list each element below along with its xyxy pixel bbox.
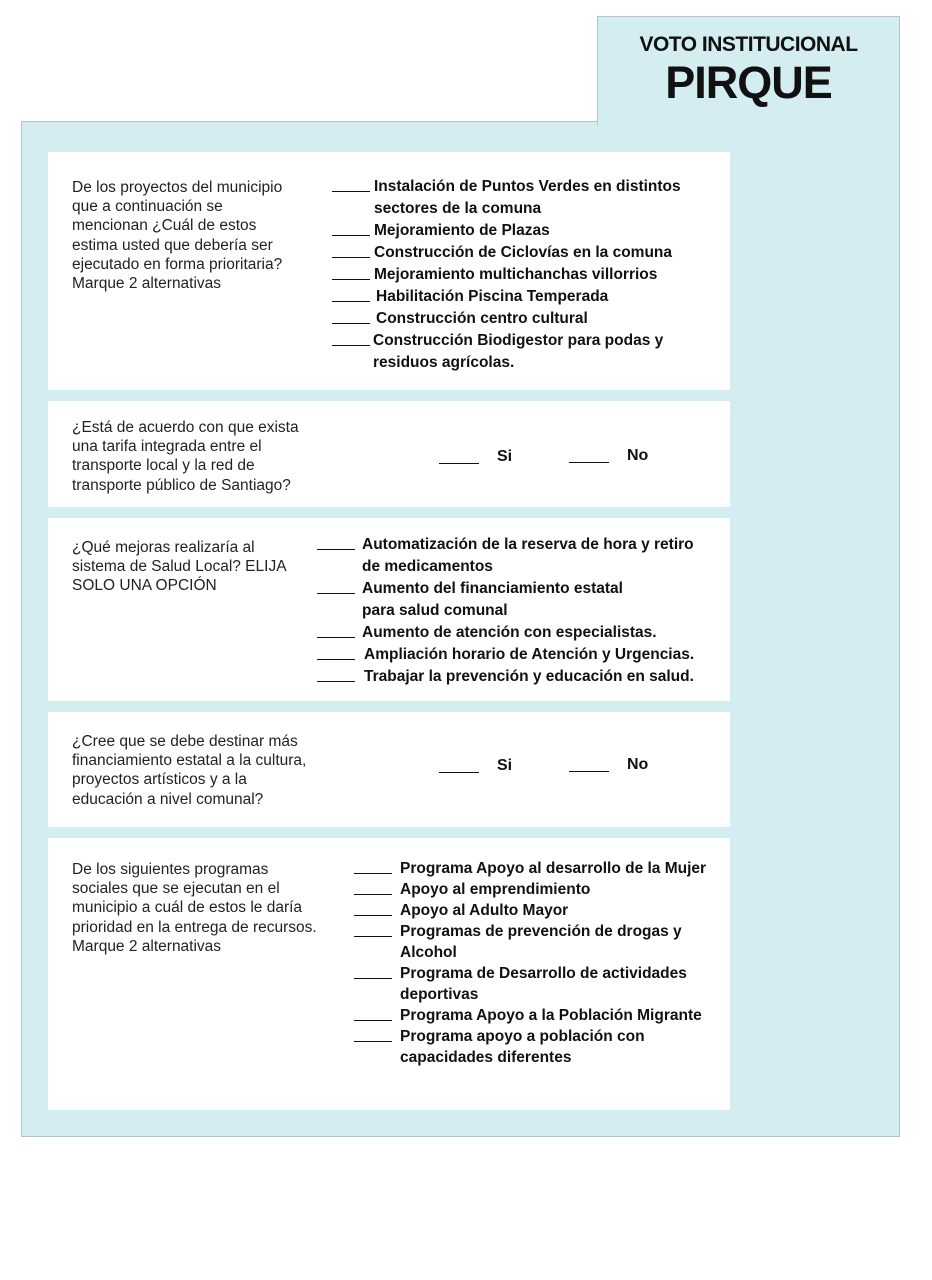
option-item[interactable] <box>332 176 722 220</box>
option-label: Habilitación Piscina Temperada <box>376 288 609 305</box>
option-item[interactable] <box>332 286 722 308</box>
option-item[interactable] <box>332 220 722 242</box>
option-label: Programa de Desarrollo de actividades deportivas <box>400 965 687 1003</box>
option-label: Apoyo al emprendimiento <box>400 881 591 898</box>
answer-blank[interactable] <box>332 191 370 192</box>
question-3-text: ¿Qué mejoras realizaría al sistema de Salud Local? ELIJA SOLO UNA OPCIÓN <box>72 539 287 595</box>
answer-blank[interactable] <box>332 301 370 302</box>
option-label: Ampliación horario de Atención y Urgencias. <box>364 646 695 663</box>
yes-option[interactable] <box>439 444 519 470</box>
option-item[interactable] <box>354 963 724 1005</box>
option-label: Mejoramiento de Plazas <box>374 222 550 239</box>
question-4-text: ¿Cree que se debe destinar más financiamiento estatal a la cultura, proyectos artísticos y a la educación a nivel comunal? <box>72 733 307 808</box>
option-item[interactable] <box>332 242 722 264</box>
option-item[interactable] <box>332 330 722 374</box>
question-card-3 <box>48 518 730 701</box>
option-label: Construcción de Ciclovías en la comuna <box>374 244 673 261</box>
option-label: Programa apoyo a población con capacidades diferentes <box>400 1028 645 1066</box>
question-1-text: De los proyectos del municipio que a continuación se mencionan ¿Cuál de estos estima usted que debería ser ejecutado en forma prioritaria? Marque 2 alternativas <box>72 179 283 293</box>
option-label: Aumento de atención con especialistas. <box>362 624 657 641</box>
answer-blank[interactable] <box>332 235 370 236</box>
option-item[interactable] <box>317 666 727 688</box>
question-2-text: ¿Está de acuerdo con que exista una tarifa integrada entre el transporte local y la red de transporte público de Santiago? <box>72 419 299 494</box>
option-item[interactable] <box>317 644 727 666</box>
answer-blank[interactable] <box>354 873 392 874</box>
no-label: No <box>627 756 649 773</box>
answer-blank[interactable] <box>332 323 370 324</box>
option-item[interactable] <box>354 879 724 900</box>
question-card-5 <box>48 838 730 1110</box>
answer-blank[interactable] <box>354 894 392 895</box>
option-label: Aumento del financiamiento estatal para salud comunal <box>362 580 623 619</box>
option-item[interactable] <box>354 1005 724 1026</box>
option-item[interactable] <box>317 622 727 644</box>
answer-blank[interactable] <box>354 1041 392 1042</box>
option-item[interactable] <box>332 308 722 330</box>
no-option[interactable] <box>569 752 649 778</box>
ballot-subtitle: VOTO INSTITUCIONAL <box>639 33 858 56</box>
answer-blank[interactable] <box>439 463 479 464</box>
question-3-options <box>317 534 727 688</box>
option-label: Mejoramiento multichanchas villorrios <box>374 266 658 283</box>
answer-blank[interactable] <box>317 549 355 550</box>
option-label: Automatización de la reserva de hora y retiro de medicamentos <box>362 536 694 575</box>
option-label: Programa Apoyo al desarrollo de la Mujer <box>400 860 707 877</box>
option-item[interactable] <box>354 1026 724 1068</box>
answer-blank[interactable] <box>569 462 609 463</box>
answer-blank[interactable] <box>317 681 355 682</box>
answer-blank[interactable] <box>332 257 370 258</box>
answer-blank[interactable] <box>317 637 355 638</box>
option-item[interactable] <box>317 534 727 578</box>
yes-label: Si <box>497 448 513 465</box>
answer-blank[interactable] <box>569 771 609 772</box>
no-label: No <box>627 447 649 464</box>
option-label: Construcción centro cultural <box>376 310 588 327</box>
option-label: Apoyo al Adulto Mayor <box>400 902 569 919</box>
answer-blank[interactable] <box>354 915 392 916</box>
option-label: Programas de prevención de drogas y Alcohol <box>400 923 682 961</box>
option-item[interactable] <box>354 858 724 879</box>
yes-label: Si <box>497 757 513 774</box>
answer-blank[interactable] <box>332 345 370 346</box>
answer-blank[interactable] <box>354 936 392 937</box>
answer-blank[interactable] <box>332 279 370 280</box>
option-label: Construcción Biodigestor para podas y residuos agrícolas. <box>373 332 664 371</box>
option-label: Trabajar la prevención y educación en salud. <box>364 668 694 685</box>
ballot-title: PIRQUE <box>665 57 832 108</box>
no-option[interactable] <box>569 443 649 469</box>
answer-blank[interactable] <box>354 1020 392 1021</box>
answer-blank[interactable] <box>317 659 355 660</box>
option-label: Instalación de Puntos Verdes en distintos sectores de la comuna <box>374 178 681 217</box>
question-5-text: De los siguientes programas sociales que se ejecutan en el municipio a cuál de estos le daría prioridad en la entrega de recursos. Marque 2 alternativas <box>72 861 317 955</box>
option-label: Programa Apoyo a la Población Migrante <box>400 1007 702 1024</box>
answer-blank[interactable] <box>354 978 392 979</box>
question-5-options <box>354 858 724 1068</box>
question-1-options <box>332 176 722 374</box>
answer-blank[interactable] <box>317 593 355 594</box>
yes-option[interactable] <box>439 753 519 779</box>
option-item[interactable] <box>354 900 724 921</box>
question-card-1 <box>48 152 730 390</box>
option-item[interactable] <box>354 921 724 963</box>
option-item[interactable] <box>332 264 722 286</box>
question-card-4 <box>48 712 730 827</box>
option-item[interactable] <box>317 578 727 622</box>
answer-blank[interactable] <box>439 772 479 773</box>
question-card-2 <box>48 401 730 507</box>
